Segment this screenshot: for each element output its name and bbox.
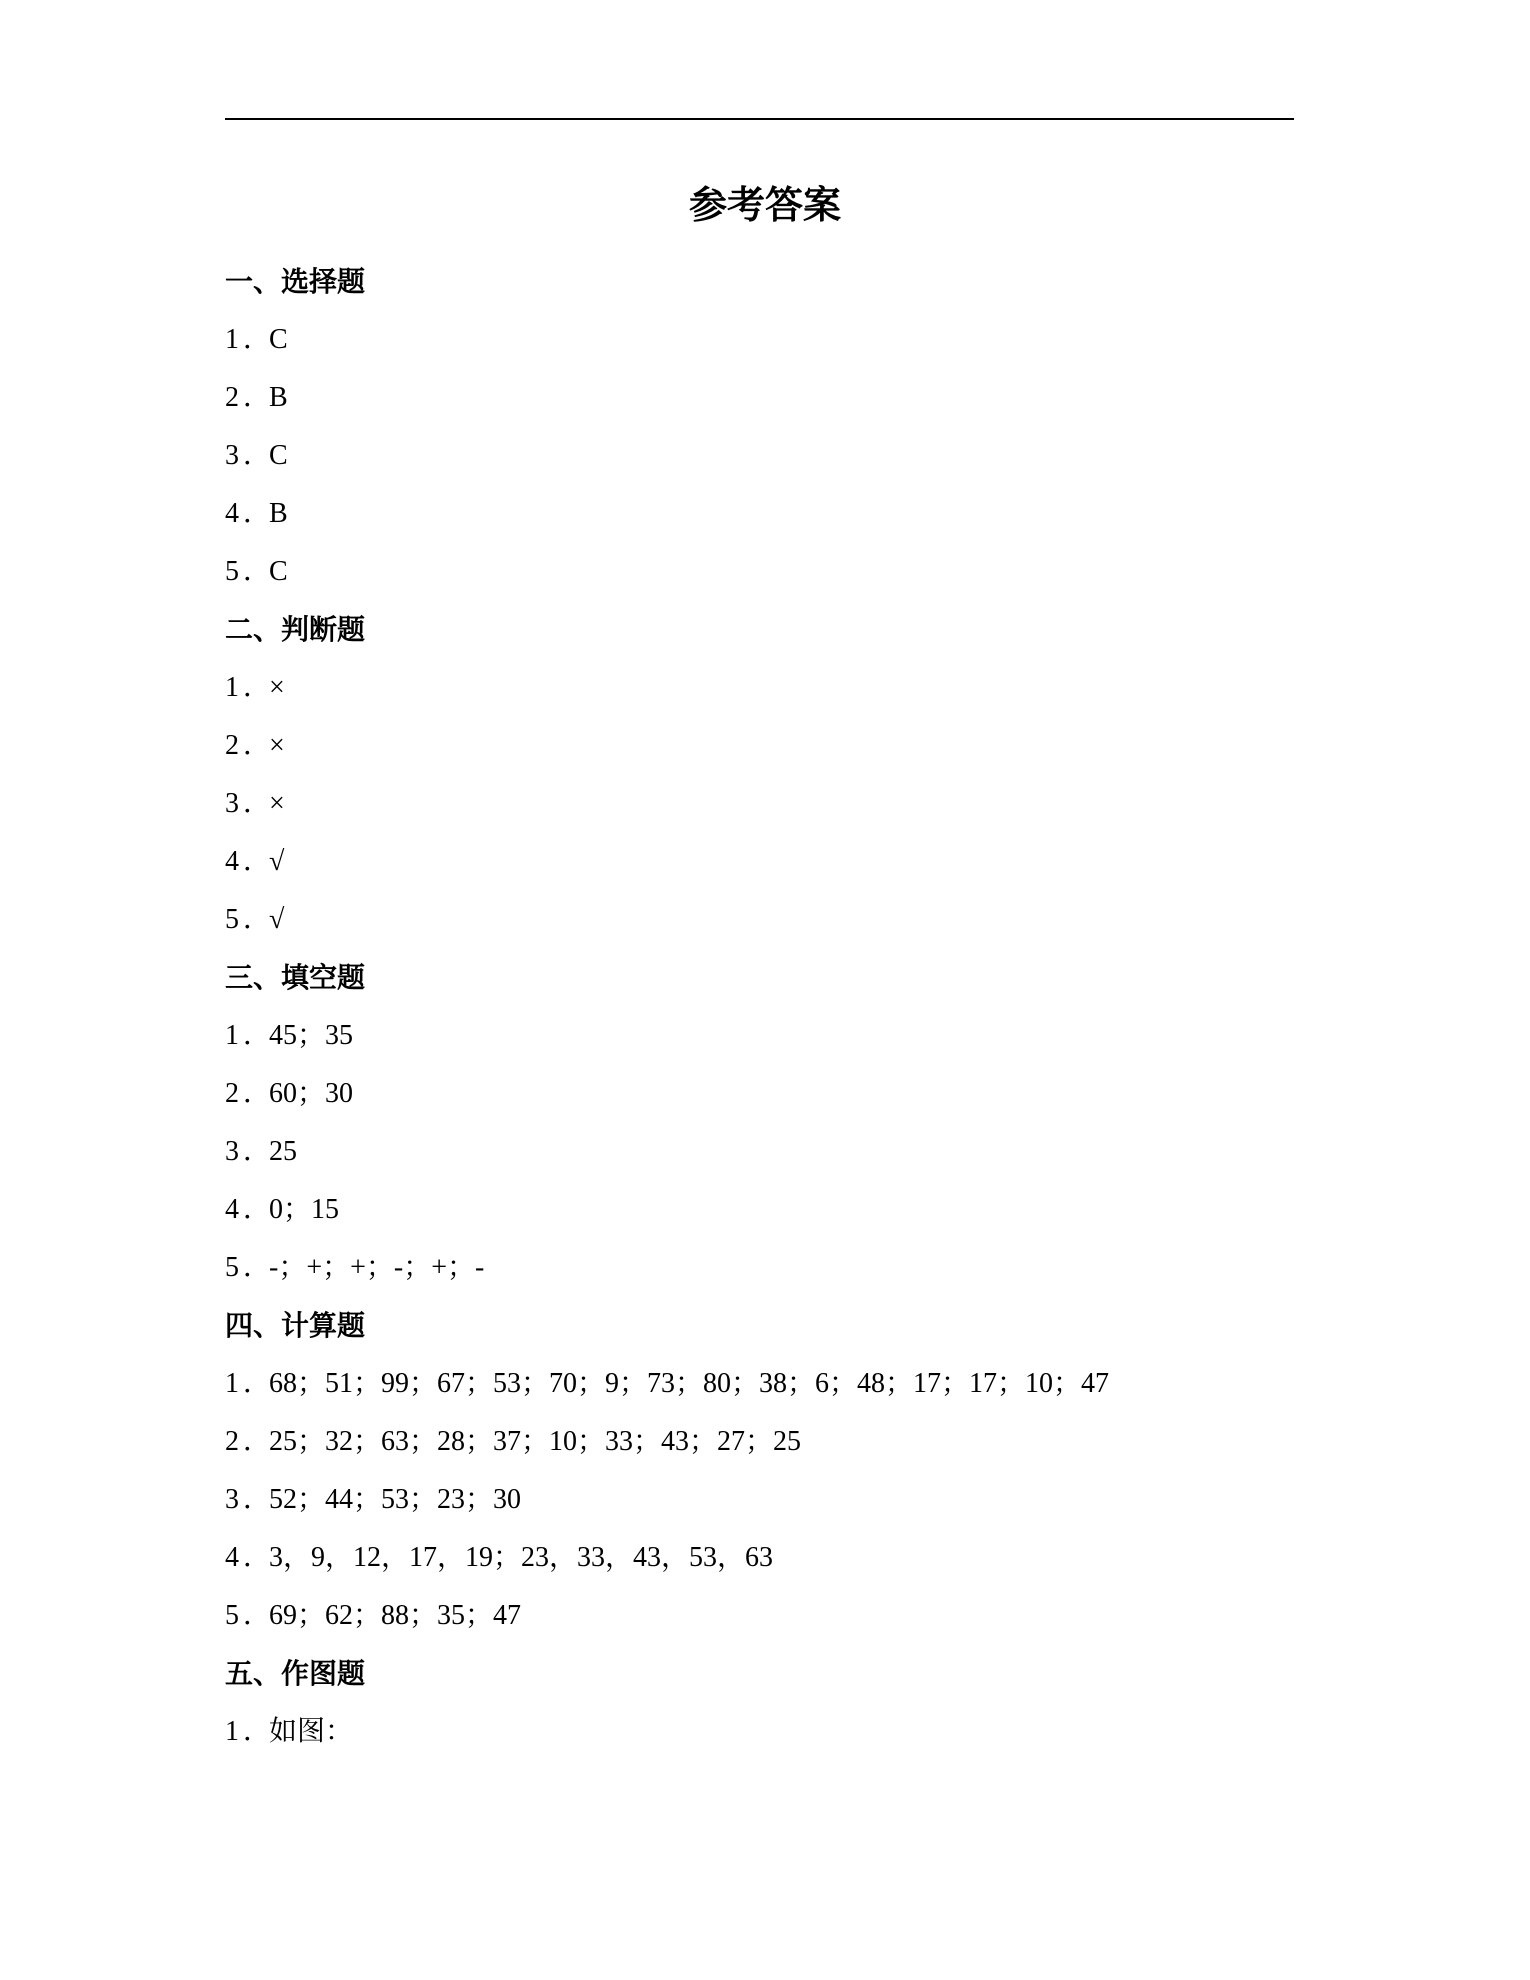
item-separator: ． — [243, 1600, 272, 1631]
item-answer: C — [269, 440, 288, 471]
item-number: 1 — [225, 1368, 239, 1399]
item-answer: 0；15 — [269, 1194, 340, 1225]
item-answer: B — [269, 382, 288, 413]
item-number: 5 — [225, 904, 239, 935]
answer-item — [225, 775, 1294, 833]
section-true-false — [225, 601, 1294, 949]
item-number: 4 — [225, 1194, 239, 1225]
item-separator: ． — [243, 846, 272, 877]
section-multiple-choice — [225, 253, 1294, 601]
answer-item — [225, 1123, 1294, 1181]
page-title: 参考答案 — [688, 183, 841, 227]
section-drawing — [225, 1645, 1294, 1761]
item-answer: × — [269, 730, 285, 761]
item-separator: ． — [243, 1484, 272, 1515]
item-number: 5 — [225, 1600, 239, 1631]
item-answer: -；+；+；-；+；- — [269, 1252, 485, 1283]
section-heading: 四、计算题 — [225, 1309, 366, 1342]
answer-item — [225, 543, 1294, 601]
item-separator: ． — [243, 382, 272, 413]
item-number: 1 — [225, 1020, 239, 1051]
item-separator: ． — [243, 672, 272, 703]
item-answer: 68；51；99；67；53；70；9；73；80；38；6；48；17；17；10；47 — [269, 1368, 1110, 1399]
item-number: 2 — [225, 1426, 239, 1457]
answer-item — [225, 891, 1294, 949]
item-number: 5 — [225, 1252, 239, 1283]
section-fill-in-blank — [225, 949, 1294, 1297]
item-number: 4 — [225, 1542, 239, 1573]
item-separator: ． — [243, 1136, 272, 1167]
item-answer: × — [269, 672, 285, 703]
item-separator: ． — [243, 1078, 272, 1109]
answer-item — [225, 833, 1294, 891]
item-separator: ． — [243, 440, 272, 471]
item-number: 1 — [225, 324, 239, 355]
answer-item — [225, 311, 1294, 369]
item-number: 2 — [225, 382, 239, 413]
item-separator: ． — [243, 1020, 272, 1051]
item-separator: ． — [243, 1252, 272, 1283]
item-number: 3 — [225, 1484, 239, 1515]
item-separator: ． — [243, 730, 272, 761]
item-separator: ． — [243, 788, 272, 819]
item-separator: ． — [243, 1426, 272, 1457]
item-separator: ． — [243, 498, 272, 529]
item-number: 2 — [225, 1078, 239, 1109]
answer-item — [225, 1065, 1294, 1123]
item-answer: 如图： — [269, 1716, 354, 1747]
header-rule — [225, 118, 1294, 120]
item-number: 5 — [225, 556, 239, 587]
answer-item — [225, 485, 1294, 543]
answer-item — [225, 1355, 1294, 1413]
item-separator: ． — [243, 556, 272, 587]
answer-item — [225, 427, 1294, 485]
section-heading: 三、填空题 — [225, 961, 366, 994]
item-answer: 69；62；88；35；47 — [269, 1600, 522, 1631]
section-heading: 一、选择题 — [225, 265, 366, 298]
section-calculation — [225, 1297, 1294, 1645]
item-answer: 25 — [269, 1136, 297, 1167]
answer-item — [225, 1529, 1294, 1587]
item-separator: ． — [243, 1194, 272, 1225]
item-answer: 25；32；63；28；37；10；33；43；27；25 — [269, 1426, 802, 1457]
item-number: 3 — [225, 788, 239, 819]
item-number: 4 — [225, 498, 239, 529]
answer-item — [225, 1413, 1294, 1471]
item-number: 3 — [225, 440, 239, 471]
item-separator: ． — [243, 1542, 272, 1573]
item-answer: B — [269, 498, 288, 529]
answer-item — [225, 1587, 1294, 1645]
item-separator: ． — [243, 904, 272, 935]
item-answer: √ — [269, 904, 285, 935]
item-number: 1 — [225, 1716, 239, 1747]
item-separator: ． — [243, 324, 272, 355]
item-number: 3 — [225, 1136, 239, 1167]
answer-item — [225, 1471, 1294, 1529]
section-heading: 五、作图题 — [225, 1657, 366, 1690]
answer-item — [225, 717, 1294, 775]
answer-item — [225, 1239, 1294, 1297]
item-answer: √ — [269, 846, 285, 877]
answer-item — [225, 1703, 1294, 1761]
item-number: 2 — [225, 730, 239, 761]
item-answer: 60；30 — [269, 1078, 354, 1109]
answer-item — [225, 369, 1294, 427]
answer-content — [225, 253, 1294, 1761]
answer-item — [225, 659, 1294, 717]
item-answer: 45；35 — [269, 1020, 354, 1051]
answer-item — [225, 1181, 1294, 1239]
item-separator: ． — [243, 1368, 272, 1399]
section-heading: 二、判断题 — [225, 613, 366, 646]
item-answer: C — [269, 556, 288, 587]
item-answer: 3，9，12，17，19；23，33，43，53，63 — [269, 1542, 774, 1573]
answer-item — [225, 1007, 1294, 1065]
item-number: 4 — [225, 846, 239, 877]
item-separator: ． — [243, 1716, 272, 1747]
item-answer: C — [269, 324, 288, 355]
item-number: 1 — [225, 672, 239, 703]
item-answer: × — [269, 788, 285, 819]
item-answer: 52；44；53；23；30 — [269, 1484, 522, 1515]
